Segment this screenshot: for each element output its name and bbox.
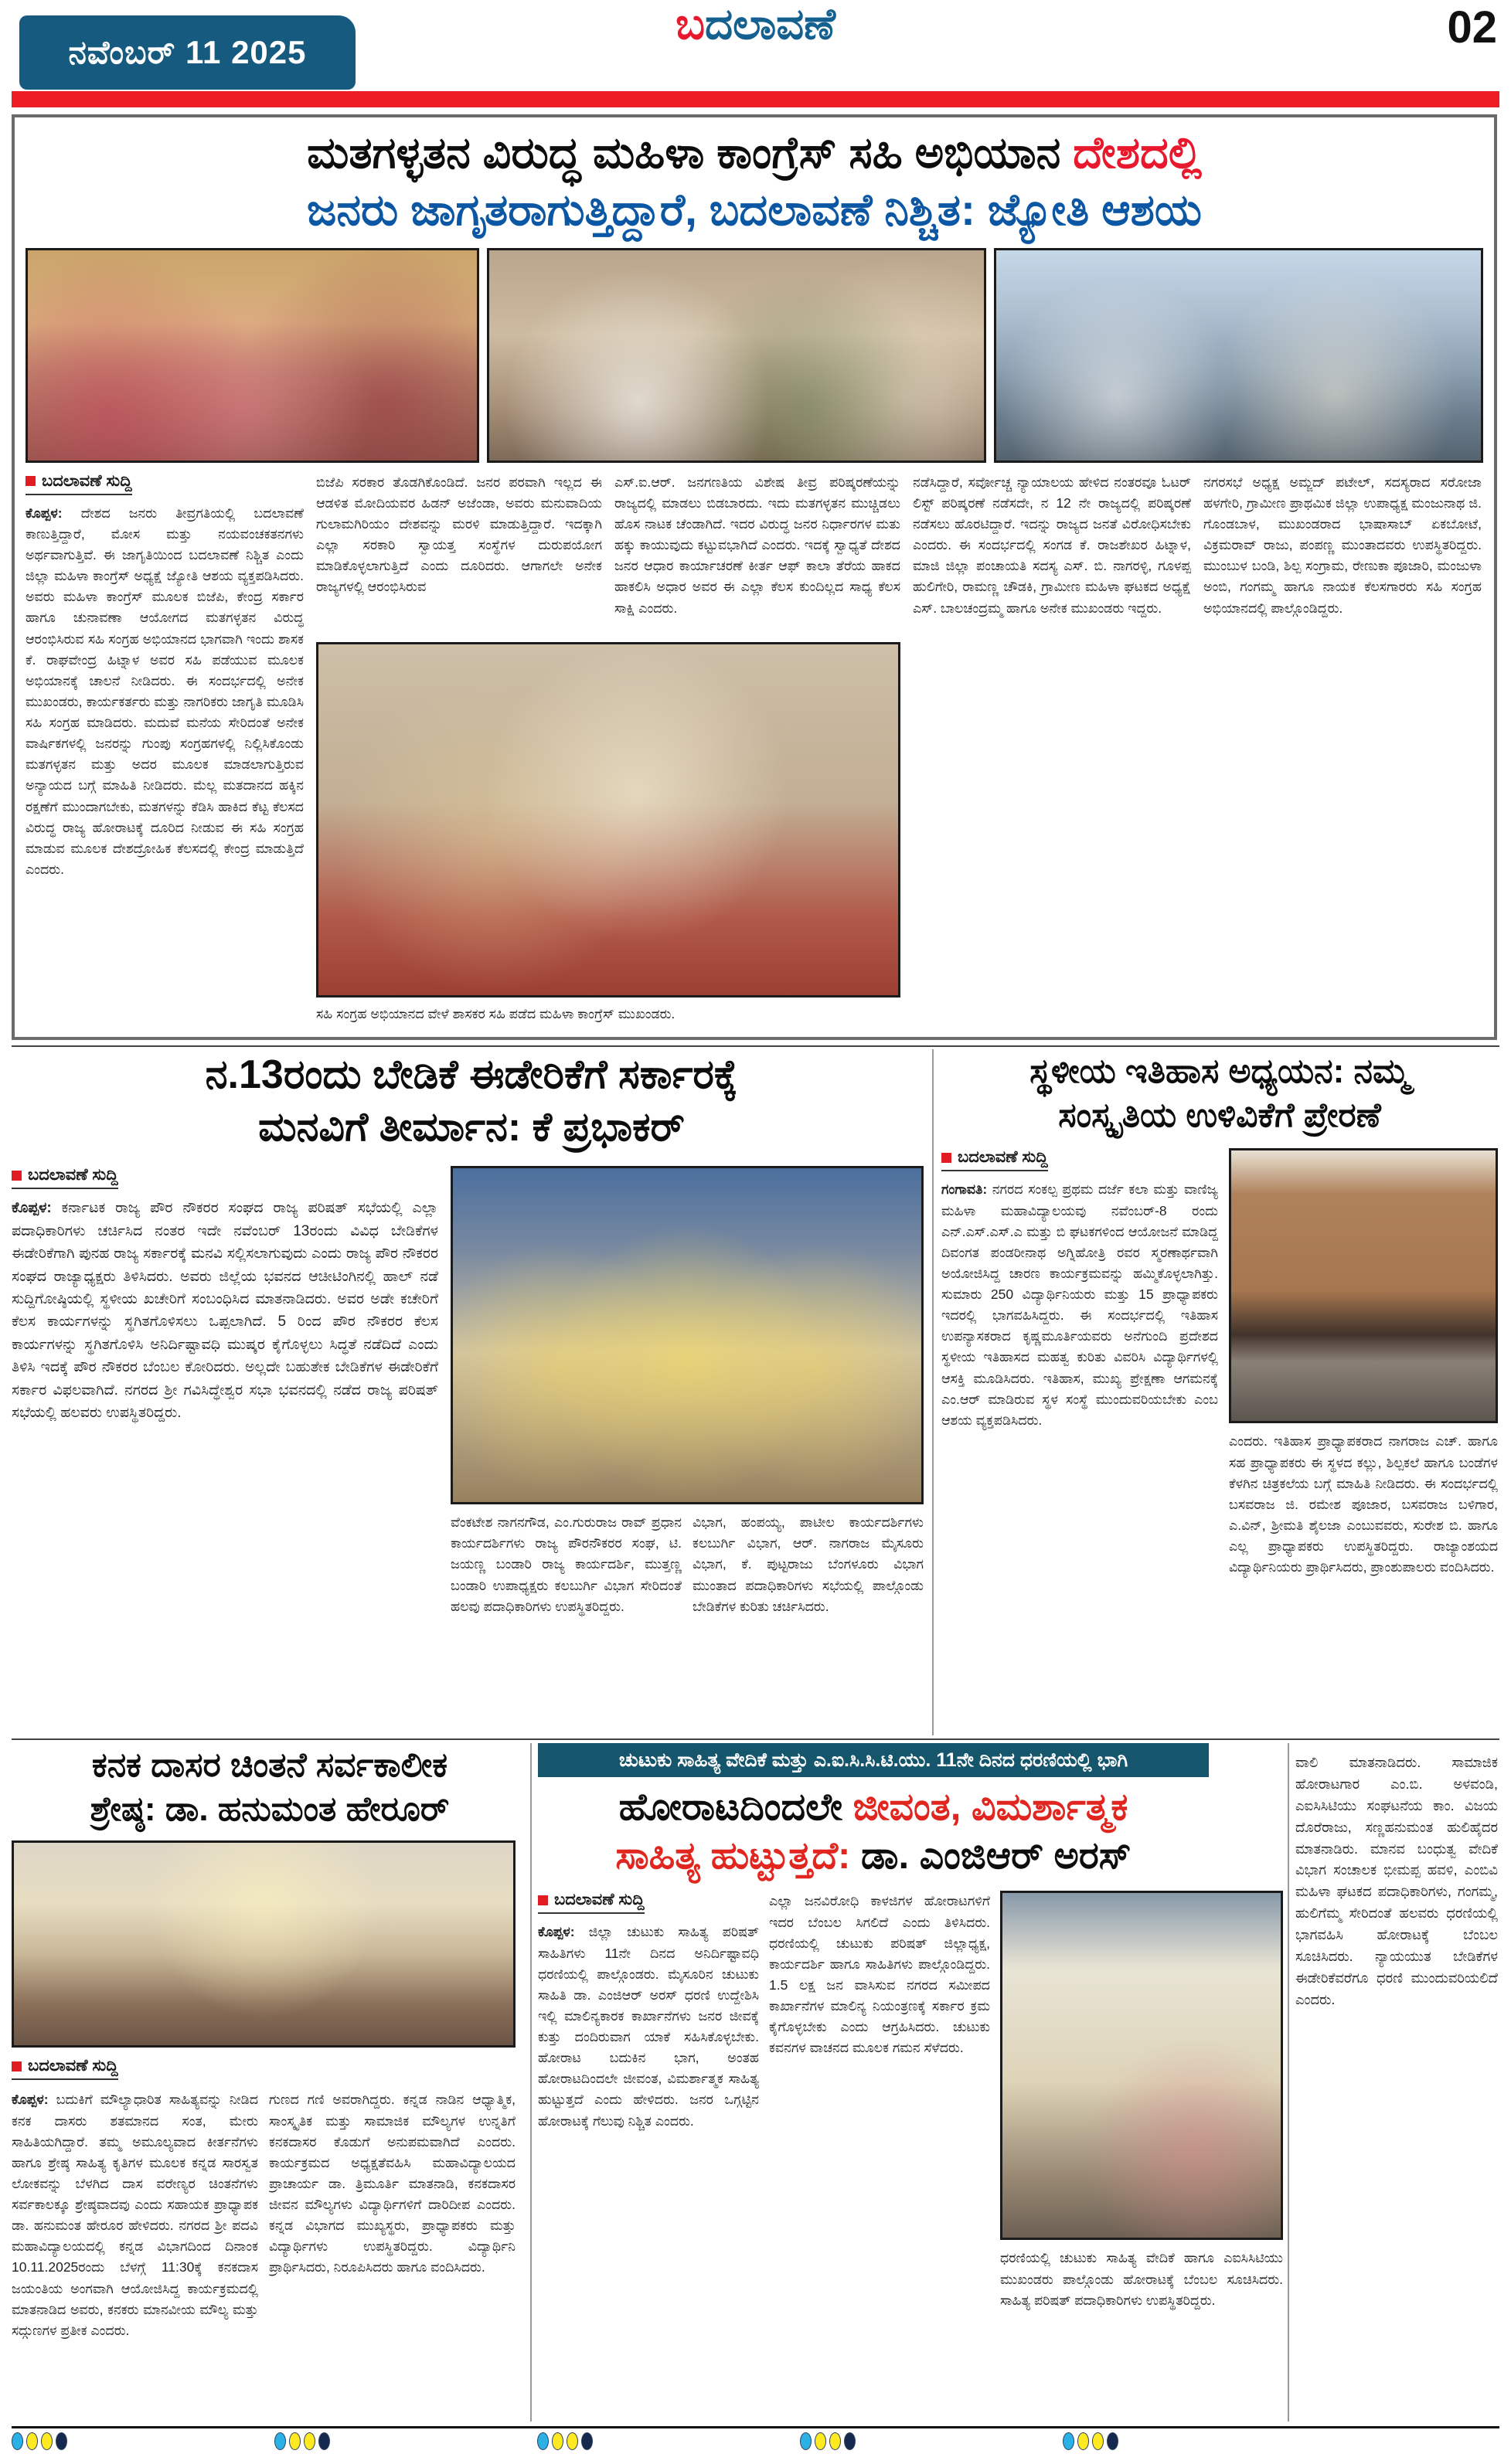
mgr-continuation-column — [1295, 1752, 1498, 2417]
byline — [26, 472, 132, 495]
article-text: ನಗರದ ಸಂಕಲ್ಪ ಪ್ರಥಮ ದರ್ಜೆ ಕಲಾ ಮತ್ತು ವಾಣಿಜ್ಯ ಮಹಿಳಾ ಮಹಾವಿದ್ಯಾಲಯವು ನವೆಂಬರ್-8 ರಂದು ಎನ್.ಎಸ್.ಎಸ್.ಎ ಮತ್ತು ಬಿ ಘಟಕಗಳಿಂದ ಆಯೋಜನೆ ಮಾಡಿದ್ದ ದಿವಂಗತ ಪಂಡರೀನಾಥ ಅಗ್ನಿಹೋತ್ರಿ ರವರ ಸ್ಮರಣಾರ್ಥವಾಗಿ ಅಯೋಜಿಸಿದ್ದ ಚಾರಣ ಕಾರ್ಯಕ್ರಮವನ್ನು ಹಮ್ಮಿಕೊಳ್ಳಲಾಗಿತ್ತು. ಸುಮಾರು 250 ವಿದ್ಯಾರ್ಥಿನಿಯರು ಮತ್ತು 15 ಪ್ರಾಧ್ಯಾಪಕರು ಇದರಲ್ಲಿ ಭಾಗವಹಿಸಿದ್ದರು. ಈ ಸಂದರ್ಭದಲ್ಲಿ ಇತಿಹಾಸ ಉಪನ್ಯಾಸಕರಾದ ಕೃಷ್ಣಮೂರ್ತಿಯವರು ಅನೆಗುಂದಿ ಪ್ರದೇಶದ ಸ್ಥಳೀಯ ಇತಿಹಾಸದ ಮಹತ್ವ ಕುರಿತು ವಿವರಿಸಿ ವಿದ್ಯಾರ್ಥಿಗಳಲ್ಲಿ ಆಸಕ್ತಿ ಮೂಡಿಸಿದರು. ಇತಿಹಾಸ, ಮುಖ್ಯ ಪ್ರೇಕ್ಷಣಾ ಆಗಮನಕ್ಕೆ ಎಂ.ಆರ್ ಮಾಡಿರುವ ಸ್ಥಳ ಸಂಸ್ಥೆ ಮುಂದುವರಿಯಬೇಕು ಎಂಬ ಆಶಯ ವ್ಯಕ್ತಪಡಿಸಿದರು. — [941, 1181, 1218, 1428]
main-headline-line2: ಜನರು ಜಾಗೃತರಾಗುತ್ತಿದ್ದಾರೆ, ಬದಲಾವಣೆ ನಿಶ್ಚಿತ: ಜ್ಯೋತಿ ಆಶಯ — [307, 185, 1202, 236]
dot-cyan-icon — [12, 2432, 23, 2450]
column-divider — [530, 1743, 532, 2422]
photo-speaker-mic — [1000, 1891, 1283, 2240]
section-divider — [12, 1738, 1499, 1740]
byline-label: ಬದಲಾವಣೆ ಸುದ್ದಿ — [554, 1891, 645, 1909]
mgr-body — [538, 1891, 1284, 2371]
dateline: ಕೊಪ್ಪಳ: — [26, 505, 63, 521]
civic-right-wrap — [451, 1166, 924, 1701]
article-text-column: ವೆಂಕಟೇಶ ನಾಗನಗೌಡ, ಎಂ.ಗುರುರಾಜ ರಾವ್ ಪ್ರಧಾನ ಕಾರ್ಯದರ್ಶಿಗಳು ರಾಜ್ಯ ಪೌರನೌಕರರ ಸಂಘ, ಟಿ. ಜಯಣ್ಣ ಬಂಡಾರಿ ರಾಜ್ಯ ಕಾರ್ಯದರ್ಶಿ, ಮುತ್ತಣ್ಣ ಬಂಡಾರಿ ಉಪಾಧ್ಯಕ್ಷರು ಕಲಬುರ್ಗಿ ವಿಭಾಗ ಸೇರಿದಂತೆ ಹಲವು ಪದಾಧಿಕಾರಿಗಳು ಉಪಸ್ಥಿತರಿದ್ದರು. — [451, 1514, 682, 1614]
section-divider — [12, 1045, 1499, 1047]
dot-yellow-icon — [1077, 2432, 1089, 2450]
byline-label: ಬದಲಾವಣೆ ಸುದ್ದಿ — [42, 471, 132, 490]
article-local-history — [941, 1049, 1498, 1735]
dateline: ಕೊಪ್ಪಳ: — [538, 1924, 575, 1940]
dot-navy-icon — [844, 2432, 856, 2450]
dot-navy-icon — [581, 2432, 593, 2450]
photo-jayanti-ceremony — [12, 1840, 516, 2048]
photo-note: ಸಹಿ ಸಂಗ್ರಹ ಅಭಿಯಾನದ ವೇಳೆ ಶಾಸಕರ ಸಹಿ ಪಡೆದ ಮಹಿಳಾ ಕಾಂಗ್ರೆಸ್ ಮುಖಂಡರು. — [316, 1005, 676, 1021]
article-text: ಕರ್ನಾಟಕ ರಾಜ್ಯ ಪೌರ ನೌಕರರ ಸಂಘದ ರಾಜ್ಯ ಪರಿಷತ್ ಸಭೆಯಲ್ಲಿ ಎಲ್ಲಾ ಪದಾಧಿಕಾರಿಗಳು ಚರ್ಚಿಸಿದ ನಂತರ ಇದೇ ನವೆಂಬರ್ 13ರಂದು ವಿವಿಧ ಬೇಡಿಕೆಗಳ ಈಡೇರಿಕೆಗಾಗಿ ಪುನಹ ರಾಜ್ಯ ಸರ್ಕಾರಕ್ಕೆ ಮನವಿ ಸಲ್ಲಿಸಲಾಗುವುದು ಎಂದು ರಾಜ್ಯ ಪೌರ ನೌಕರರ ಸಂಘದ ರಾಜ್ಯಾಧ್ಯಕ್ಷರು ತಿಳಿಸಿದರು. ಅವರು ಜಿಲ್ಲೆಯ ಭವನದ ಆಚೀಟಿಂಗಿನಲ್ಲಿ ಹಾಲ್ ನಡೆ ಸುದ್ದಿಗೋಷ್ಠಿಯಲ್ಲಿ ಸ್ಥಳೀಯ ಖಚೇರಿಗೆ ಸಂಬಂಧಿಸಿದ ಮಾತನಾಡಿದರು. ಅವರ ಅಡೇ ಕಚೇರಿಗೆ ಕೆಲಸ ಕಾರ್ಯಗಳನ್ನು ಸ್ಥಗಿತಗೊಳಿಸಲು ಒಪ್ಪಲಾಗಿದೆ. 5 ರಿಂದ ಪೌರ ನೌಕರರ ಕೆಲಸ ಕಾರ್ಯಗಳನ್ನು ಸ್ಥಗಿತಗೊಳಿಸಿ ಅನಿರ್ದಿಷ್ಟಾವಧಿ ಮುಷ್ಕರ ಕೈಗೊಳ್ಳಲು ಸಿದ್ಧತೆ ನಡೆದಿದೆ ಎಂದು ತಿಳಿಸಿ ಇದಕ್ಕೆ ಪೌರ ನೌಕರರ ಬೆಂಬಲ ಕೋರಿದರು. ಅಲ್ಲದೇ ಬಹುತೇಕ ಬೇಡಿಕೆಗಳ ಈಡೇರಿಕೆಗೆ ಸರ್ಕಾರ ವಿಫಲವಾಗಿದೆ. ನಗರದ ಶ್ರೀ ಗವಿಸಿದ್ಧೇಶ್ವರ ಸಭಾ ಭವನದಲ್ಲಿ ನಡೆದ ರಾಜ್ಯ ಪರಿಷತ್ ಸಭೆಯಲ್ಲಿ ಹಲವರು ಉಪಸ್ಥಿತರಿದ್ದರು. — [12, 1200, 438, 1422]
byline-label: ಬದಲಾವಣೆ ಸುದ್ದಿ — [958, 1148, 1048, 1167]
history-headline-line2: ಸಂಸ್ಕೃತಿಯ ಉಳಿವಿಕೆಗೆ ಪ್ರೇರಣೆ — [1058, 1096, 1381, 1135]
dot-cyan-icon — [274, 2432, 286, 2450]
column-divider — [1288, 1743, 1289, 2422]
photo-signature-campaign — [316, 642, 900, 997]
masthead-first-letter: ಬ — [676, 0, 705, 48]
article-text-column — [538, 1922, 759, 2354]
article-mgr-urs — [538, 1743, 1284, 2422]
byline — [941, 1148, 1048, 1171]
byline-red-square-icon — [538, 1895, 548, 1905]
dot-yellow-icon — [829, 2432, 841, 2450]
date-text: ನವೆಂಬರ್ 11 2025 — [68, 33, 307, 70]
article-text-column: ಎಸ್.ಐ.ಆರ್. ಜನಗಣತಿಯ ವಿಶೇಷ ತೀವ್ರ ಪರಿಷ್ಕರಣೆಯನ್ನು ರಾಜ್ಯದಲ್ಲಿ ಮಾಡಲು ಬಿಡಬಾರದು. ಇದು ಮತಗಳ್ಳತನ ಮುಚ್ಚಿಡಲು ಹೊಸ ನಾಟಕ ಚೆಂಡಾಗಿದೆ. ಇದರ ವಿರುದ್ಧ ಜನರ ನಿರ್ಧಾರಗಳ ಮತು ಹಕ್ಕು ಕಾಯುವುದು ಕಟ್ಟುವಭಾಗಿದೆ ಎಂದರು. ಇದಕ್ಕೆ ಸ್ವಾಧ್ಯತೆ ದೇಶದ ಜನರ ಆಧಾರ ಕಾರ್ಯಾಚರಣೆ ಕೀರ್ತ ಆಫ್ ಕಾಲಾ ತೆರೆಯ ಹಾಕದ ಹಾಕಲಿಸಿ ಅಧಾರ ಅವರ ಈ ಎಲ್ಲಾ ಕೆಲಸ ಕುಂದಿಲ್ಲದ ಸಾಧ್ಯ ಕೆಲಸ ಸಾಕ್ಷಿ ಎಂದರು. — [614, 474, 900, 616]
main-col-1 — [26, 472, 304, 1033]
byline-red-square-icon — [12, 2061, 22, 2071]
mgr-headline — [538, 1783, 1209, 1880]
article-text-column — [12, 2089, 258, 2392]
page-number: 02 — [1447, 2, 1497, 53]
dot-yellow-icon — [289, 2432, 301, 2450]
byline — [12, 1166, 118, 1189]
dot-yellow-icon — [1092, 2432, 1104, 2450]
main-middle-text-row — [316, 472, 900, 636]
byline-label: ಬದಲಾವಣೆ ಸುದ್ದಿ — [28, 2057, 118, 2075]
footer-dots-group — [1063, 2432, 1118, 2450]
mgr-col-1 — [538, 1891, 759, 2371]
article-text-column: ವಾಲಿ ಮಾತನಾಡಿದರು. ಸಾಮಾಜಿಕ ಹೋರಾಟಗಾರ ಎಂ.ಬಿ. ಅಳವಂಡಿ, ಎಐಸಿಸಿಟಿಯು ಸಂಘಟನೆಯ ಕಾಂ. ವಿಜಯ ದೊರೆರಾಜು, ಸಣ್ಣಹನುಮಂತ ಹುಲಿಹೈದರ ಮಾತನಾಡಿರು. ಮಾನವ ಬಂಧುತ್ವ ವೇದಿಕೆ ವಿಭಾಗ ಸಂಚಾಲಕ ಭೀಮಪ್ಪ ಹವಳಿ, ಎಂಬಿವಿ ಮಹಿಳಾ ಘಟಕದ ಪದಾಧಿಕಾರಿಗಳು, ಗಂಗಮ್ಮ, ಹುಲಿಗೆಮ್ಮ ಸೇರಿದಂತೆ ಹಲವರು ಧರಣಿಯಲ್ಲಿ ಭಾಗವಹಿಸಿ ಹೋರಾಟಕ್ಕೆ ಬೆಂಬಲ ಸೂಚಿಸಿದರು. ನ್ಯಾಯಯುತ ಬೇಡಿಕೆಗಳ ಈಡೇರಿಕೆವರೆಗೂ ಧರಣಿ ಮುಂದುವರಿಯಲಿದೆ ಎಂದರು. — [1295, 1755, 1498, 2007]
dot-navy-icon — [318, 2432, 330, 2450]
mgr-headline-red2: ಸಾಹಿತ್ಯ ಹುಟ್ಟುತ್ತದೆ: — [615, 1834, 861, 1877]
dot-yellow-icon — [567, 2432, 578, 2450]
mgr-headline-line1 — [538, 1783, 1209, 1832]
dateline: ಕೊಪ್ಪಳ: — [12, 1200, 52, 1217]
kanaka-headline-line1: ಕನಕ ದಾಸರ ಚಿಂತನೆ ಸರ್ವಕಾಲೀಕ — [91, 1746, 448, 1784]
civic-headline-line2: ಮನವಿಗೆ ತೀರ್ಮಾನ: ಕೆ ಪ್ರಭಾಕರ್ — [258, 1104, 685, 1150]
photo-women-group — [26, 248, 479, 463]
article-text-column: ಎಲ್ಲಾ ಜನವಿರೋಧಿ ಕಾಳಜಿಗಳ ಹೋರಾಟಗಳಿಗೆ ಇದರ ಬೆಂಬಲ ಸಿಗಲಿದೆ ಎಂದು ತಿಳಿಸಿದರು. ಧರಣಿಯಲ್ಲಿ ಚುಟುಕು ಪರಿಷತ್ ಜಿಲ್ಲಾಧ್ಯಕ್ಷ, ಕಾರ್ಯದರ್ಶಿ ಹಾಗೂ ಸಾಹಿತಿಗಳು ಪಾಲ್ಗೊಂಡಿದ್ದರು. 1.5 ಲಕ್ಷ ಜನ ವಾಸಿಸುವ ನಗರದ ಸಮೀಪದ ಕಾರ್ಖಾನೆಗಳ ಮಾಲಿನ್ಯ ನಿಯಂತ್ರಣಕ್ಕೆ ಸರ್ಕಾರ ಕ್ರಮ ಕೈಗೊಳ್ಳಬೇಕು ಎಂದು ಆಗ್ರಹಿಸಿದರು. ಚುಟುಕು ಕವನಗಳ ವಾಚನದ ಮೂಲಕ ಗಮನ ಸೆಳೆದರು. — [769, 1893, 990, 2056]
footer-dots-group — [800, 2432, 856, 2450]
dot-cyan-icon — [1063, 2432, 1074, 2450]
kanaka-columns — [12, 2089, 528, 2392]
main-headline-black: ಮತಗಳ್ಳತನ ವಿರುದ್ಧ ಮಹಿಳಾ ಕಾಂಗ್ರೆಸ್ ಸಹಿ ಅಭಿಯಾನ — [307, 128, 1074, 178]
dot-yellow-icon — [26, 2432, 38, 2450]
article-kanaka-dasa — [12, 1743, 528, 2422]
mgr-headline-black2: ಡಾ. ಎಂಜಿಆರ್ ಅರಸ್ — [860, 1834, 1132, 1877]
main-headline-red: ದೇಶದಲ್ಲಿ — [1073, 128, 1202, 178]
civic-col-1 — [12, 1166, 438, 1701]
photo-lamp-lighting — [451, 1166, 924, 1504]
history-body — [941, 1148, 1498, 1694]
byline — [538, 1891, 645, 1914]
article-text-column — [941, 1179, 1218, 1689]
main-article-columns — [26, 472, 1483, 1033]
article-text-column: ಧರಣಿಯಲ್ಲಿ ಚುಟುಕು ಸಾಹಿತ್ಯ ವೇದಿಕೆ ಹಾಗೂ ಎಐಸಿಸಿಟಿಯು ಮುಖಂಡರು ಪಾಲ್ಗೊಂಡು ಹೋರಾಟಕ್ಕೆ ಬೆಂಬಲ ಸೂಚಿಸಿದರು. ಸಾಹಿತ್ಯ ಪರಿಷತ್ ಪದಾಧಿಕಾರಿಗಳು ಉಪಸ್ಥಿತರಿದ್ದರು. — [1000, 2250, 1283, 2308]
dot-navy-icon — [56, 2432, 67, 2450]
article-text: ಬದುಕಿಗೆ ಮೌಲ್ಯಾಧಾರಿತ ಸಾಹಿತ್ಯವನ್ನು ನೀಡಿದ ಕನಕ ದಾಸರು ಶತಮಾನದ ಸಂತ, ಮೇರು ಸಾಹಿತಿಯಗಿದ್ದಾರೆ. ತಮ್ಮ ಅಮೂಲ್ಯವಾದ ಕೀರ್ತನೆಗಳು ಹಾಗೂ ಶ್ರೇಷ್ಠ ಸಾಹಿತ್ಯ ಕೃತಿಗಳ ಮೂಲಕ ಕನ್ನಡ ಸಾರಸ್ವತ ಲೋಕವನ್ನು ಬೆಳಗಿದ ದಾಸ ವರೇಣ್ಯರ ಚಿಂತನೆಗಳು ಸರ್ವಕಾಲಕ್ಕೂ ಶ್ರೇಷ್ಠವಾದವು ಎಂದು ಸಹಾಯಕ ಪ್ರಾಧ್ಯಾಪಕ ಡಾ. ಹನುಮಂತ ಹೇರೂರ ಹೇಳಿದರು. ನಗರದ ಶ್ರೀ ಪದವಿ ಮಹಾವಿದ್ಯಾಲಯದಲ್ಲಿ ಕನ್ನಡ ವಿಭಾಗದಿಂದ ದಿನಾಂಕ 10.11.2025ರಂದು ಬೆಳಗ್ಗೆ 11:30ಕ್ಕೆ ಕನಕದಾಸ ಜಯಂತಿಯ ಅಂಗವಾಗಿ ಆಯೋಜಿಸಿದ್ದ ಕಾರ್ಯಕ್ರಮದಲ್ಲಿ ಮಾತನಾಡಿದ ಅವರು, ಕನಕರು ಮಾನವೀಯ ಮೌಲ್ಯ ಮತ್ತು ಸದ್ಗುಣಗಳ ಪ್ರತೀಕ ಎಂದರು. — [12, 2092, 258, 2338]
history-col-1 — [941, 1148, 1218, 1694]
dot-yellow-icon — [304, 2432, 315, 2450]
article-text-column: ಗುಣದ ಗಣಿ ಅವರಾಗಿದ್ದರು. ಕನ್ನಡ ನಾಡಿನ ಆಧ್ಯಾತ್ಮಿಕ, ಸಾಂಸ್ಕೃತಿಕ ಮತ್ತು ಸಾಮಾಜಿಕ ಮೌಲ್ಯಗಳ ಉನ್ನತಿಗೆ ಕನಕದಾಸರ ಕೊಡುಗೆ ಅನುಪಮವಾಗಿದೆ ಎಂದರು. ಕಾರ್ಯಕ್ರಮದ ಅಧ್ಯಕ್ಷತೆವಹಿಸಿ ಮಹಾವಿದ್ಯಾಲಯದ ಪ್ರಾಚಾರ್ಯ ಡಾ. ತ್ರಿಮೂರ್ತಿ ಮಾತನಾಡಿ, ಕನಕದಾಸರ ಜೀವನ ಮೌಲ್ಯಗಳು ವಿದ್ಯಾರ್ಥಿಗಳಿಗೆ ದಾರಿದೀಪ ಎಂದರು. ಕನ್ನಡ ವಿಭಾಗದ ಮುಖ್ಯಸ್ಥರು, ಪ್ರಾಧ್ಯಾಪಕರು ಮತ್ತು ವಿದ್ಯಾರ್ಥಿಗಳು ಉಪಸ್ಥಿತರಿದ್ದರು. ವಿದ್ಯಾರ್ಥಿನಿ ಪ್ರಾರ್ಥಿಸಿದರು, ನಿರೂಪಿಸಿದರು ಹಾಗೂ ವಂದಿಸಿದರು. — [269, 2092, 516, 2275]
mgr-headline-line2 — [538, 1832, 1209, 1881]
dateline: ಗಂಗಾವತಿ: — [941, 1181, 988, 1198]
footer-rule — [12, 2426, 1499, 2428]
mgr-photo-col — [1000, 1891, 1283, 2371]
dot-navy-icon — [1107, 2432, 1118, 2450]
header-red-bar — [12, 91, 1499, 107]
mgr-headline-black1: ಹೋರಾಟದಿಂದಲೇ — [618, 1786, 853, 1828]
article-text: ದೇಶದ ಜನರು ತೀವ್ರಗತಿಯಲ್ಲಿ ಬದಲಾವಣೆ ಕಾಣುತ್ತಿದ್ದಾರೆ, ಮೋಸ ಮತ್ತು ನಯವಂಚಕತನಗಳು ಅರ್ಥವಾಗುತ್ತಿವೆ. ಈ ಜಾಗೃತಿಯಿಂದ ಬದಲಾವಣೆ ನಿಶ್ಚಿತ ಎಂದು ಜಿಲ್ಲಾ ಮಹಿಳಾ ಕಾಂಗ್ರೆಸ್ ಅಧ್ಯಕ್ಷೆ ಜ್ಯೋತಿ ಆಶಯ ವ್ಯಕ್ತಪಡಿಸಿದರು. ಅವರು ಮಹಿಳಾ ಕಾಂಗ್ರೆಸ್ ಮೂಲಕ ಬಿಜೆಪಿ, ಕೇಂದ್ರ ಸರ್ಕಾರ ಹಾಗೂ ಚುನಾವಣಾ ಆಯೋಗದ ಮತಗಳ್ಳತನ ವಿರುದ್ಧ ಆರಂಭಿಸಿರುವ ಸಹಿ ಸಂಗ್ರಹ ಅಭಿಯಾನದ ಭಾಗವಾಗಿ ಇಂದು ಶಾಸಕ ಕೆ. ರಾಘವೇಂದ್ರ ಹಿಟ್ನಾಳ ಅವರ ಸಹಿ ಪಡೆಯುವ ಮೂಲಕ ಅಭಿಯಾನಕ್ಕೆ ಚಾಲನೆ ನೀಡಿದರು. ಈ ಸಂದರ್ಭದಲ್ಲಿ ಅನೇಕ ಮುಖಂಡರು, ಕಾರ್ಯಕರ್ತರು ಮತ್ತು ನಾಗರಿಕರು ಜಾಗೃತಿ ಮೂಡಿಸಿ ಸಹಿ ಸಂಗ್ರಹ ಮಾಡಿದರು. ಮದುವೆ ಮನೆಯ ಸೇರಿದಂತೆ ಅನೇಕ ವಾರ್ಷಿಕಗಳಲ್ಲಿ ಜನರನ್ನು ಗುಂಪು ಸಂಗ್ರಹಗಳಲ್ಲಿ ನಿಲ್ಲಿಸಿಕೊಂಡು ಮತಗಳ್ಳತನ ಮತ್ತು ಅದರ ಮೂಲಕ ಮಾಡಲಾಗುತ್ತಿರುವ ಅನ್ಯಾಯದ ಬಗ್ಗೆ ಮಾಹಿತಿ ನೀಡಿದರು. ಮೆಲ್ಲ ಮತದಾನದ ಹಕ್ಕಿನ ರಕ್ಷಣೆಗೆ ಮುಂದಾಗಬೇಕು, ಮತಗಳನ್ನು ಕೆಡಿಸಿ ಹಾಕಿದ ಕೆಟ್ಟ ಕೆಲಸದ ವಿರುದ್ಧ ರಾಜ್ಯ ಹೋರಾಟಕ್ಕೆ ದೂರಿದ ನೀಡುವ ಈ ಸಹಿ ಸಂಗ್ರಹ ಮಾಡುವ ಮೂಲಕ ದೇಶದ್ರೋಹಿಕ ಕೆಲಸದಲ್ಲಿ ಕೇಂದ್ರ ಮಾಡುತ್ತಿದೆ ಎಂದರು. — [26, 505, 304, 877]
photo-boulder-students — [1229, 1148, 1498, 1423]
mgr-headline-red1: ಜೀವಂತ, ವಿಮರ್ಶಾತ್ಮಕ — [852, 1786, 1128, 1828]
kicker-band — [538, 1743, 1209, 1777]
column-divider — [932, 1049, 934, 1735]
history-right-wrap — [1229, 1148, 1498, 1694]
civic-headline-line1: ನ.13ರಂದು ಬೇಡಿಕೆ ಈಡೇರಿಕೆಗೆ ಸರ್ಕಾರಕ್ಕೆ — [205, 1052, 738, 1097]
civic-headline — [12, 1049, 931, 1154]
article-text: ಜಿಲ್ಲಾ ಚುಟುಕು ಸಾಹಿತ್ಯ ಪರಿಷತ್ ಸಾಹಿತಿಗಳು 11ನೇ ದಿನದ ಅನಿರ್ದಿಷ್ಟಾವಧಿ ಧರಣಿಯಲ್ಲಿ ಪಾಲ್ಗೊಂಡರು. ಮೈಸೂರಿನ ಚುಟುಕು ಸಾಹಿತಿ ಡಾ. ಎಂಜಿಆರ್ ಅರಸ್ ಧರಣಿ ಉದ್ದೇಶಿಸಿ ಇಲ್ಲಿ ಮಾಲಿನ್ಯಕಾರಕ ಕಾರ್ಖಾನೆಗಳು ಜನರ ಜೀವಕ್ಕೆ ಕುತ್ತು ದಂದಿರುವಾಗ ಯಾಕೆ ಸಹಿಸಿಕೊಳ್ಳಬೇಕು. ಹೋರಾಟ ಬದುಕಿನ ಭಾಗ, ಅಂತಹ ಹೋರಾಟದಿಂದಲೇ ಜೀವಂತ, ವಿಮರ್ಶಾತ್ಮಕ ಸಾಹಿತ್ಯ ಹುಟ್ಟುತ್ತದೆ ಎಂದು ಹೇಳಿದರು. ಜನರ ಒಗ್ಗಟ್ಟಿನ ಹೋರಾಟಕ್ಕೆ ಗೆಲುವು ನಿಶ್ಚಿತ ಎಂದರು. — [538, 1924, 759, 2129]
article-text-column: ವಿಭಾಗ, ಹಂಪಯ್ಯ, ಪಾಟೀಲ ಕಾರ್ಯದರ್ಶಿಗಳು ಕಲಬುರ್ಗಿ ವಿಭಾಗ, ಆರ್. ನಾಗರಾಜ ಮೈಸೂರು ವಿಭಾಗ, ಕೆ. ಪುಟ್ಟರಾಜು ಬೆಂಗಳೂರು ವಿಭಾಗ ಮುಂತಾದ ಪದಾಧಿಕಾರಿಗಳು ಸಭೆಯಲ್ಲಿ ಪಾಲ್ಗೊಂಡು ಬೇಡಿಕೆಗಳ ಕುರಿತು ಚರ್ಚಿಸಿದರು. — [693, 1514, 924, 1614]
kicker-text: ಚುಟುಕು ಸಾಹಿತ್ಯ ವೇದಿಕೆ ಮತ್ತು ಎ.ಐ.ಸಿ.ಸಿ.ಟಿ.ಯು. 11ನೇ ದಿನದ ಧರಣಿಯಲ್ಲಿ ಭಾಗಿ — [618, 1749, 1128, 1771]
article-text-column: ಬಿಜೆಪಿ ಸರಕಾರ ತೊಡಗಿಕೊಂಡಿದೆ. ಜನರ ಪರವಾಗಿ ಇಲ್ಲದ ಈ ಆಡಳಿತ ಮೋದಿಯವರ ಹಿಡನ್ ಅಜೆಂಡಾ, ಅವರು ಮನುವಾದಿಯ ಗುಲಾಮಗಿರಿಯಂ ದೇಶವನ್ನು ಮರಳಿ ಮಾಡುತ್ತಿದ್ದಾರೆ. ಇದಕ್ಕಾಗಿ ಎಲ್ಲಾ ಸರಕಾರಿ ಸ್ವಾಯತ್ತ ಸಂಸ್ಥೆಗಳ ದುರುಪಯೋಗ ಮಾಡಿಕೊಳ್ಳಲಾಗುತ್ತಿದೆ ಎಂದು ದೂರಿದರು. ಆಗಾಗಲೇ ಅನೇಕ ರಾಜ್ಯಗಳಲ್ಲಿ ಆರಂಭಿಸಿರುವ — [316, 474, 602, 595]
civic-body — [12, 1166, 931, 1701]
byline — [12, 2057, 118, 2080]
dot-cyan-icon — [800, 2432, 812, 2450]
article-text-column — [12, 1197, 438, 1691]
byline-red-square-icon — [941, 1153, 951, 1163]
kanaka-headline — [12, 1743, 528, 1831]
footer-dots-group — [274, 2432, 330, 2450]
article-main — [12, 114, 1497, 1040]
byline-label: ಬದಲಾವಣೆ ಸುದ್ದಿ — [28, 1166, 118, 1184]
photo-indoor-group — [487, 248, 985, 463]
dot-cyan-icon — [537, 2432, 549, 2450]
footer-dots-group — [537, 2432, 593, 2450]
article-text-column: ನಡೆಸಿದ್ದಾರೆ, ಸರ್ವೋಚ್ಚ ನ್ಯಾಯಾಲಯ ಹೇಳಿದ ನಂತರವೂ ಓಟರ್ ಲಿಸ್ಟ್ ಪರಿಷ್ಕರಣೆ ನಡೆಸದೇ, ನ 12 ನೇ ರಾಜ್ಯದಲ್ಲಿ ಪರಿಷ್ಕರಣೆ ನಡೆಸಲು ಹೊರಟಿದ್ದಾರೆ. ಇದನ್ನು ರಾಜ್ಯದ ಜನತೆ ವಿರೋಧಿಸಬೇಕು ಎಂದರು. ಈ ಸಂದರ್ಭದಲ್ಲಿ ಸಂಗಡ ಕೆ. ರಾಜಶೇಖರ ಹಿಟ್ನಾಳ, ಮಾಜಿ ಜಿಲ್ಲಾ ಪಂಚಾಯತಿ ಸದಸ್ಯ ಎಸ್. ಬಿ. ನಾಗರಳ್ಳಿ, ಗೂಳಪ್ಪ ಹುಲಿಗೇರಿ, ರಾಮಣ್ಣ ಚೌಡಕಿ, ಗ್ರಾಮೀಣ ಮಹಿಳಾ ಘಟಕದ ಅಧ್ಯಕ್ಷೆ ಎಸ್. ಬಾಲಚಂದ್ರಮ್ಮ ಹಾಗೂ ಅನೇಕ ಮುಖಂಡರು ಇದ್ದರು. — [913, 474, 1191, 616]
main-photo-row — [26, 248, 1483, 463]
main-headline-line1 — [26, 127, 1483, 179]
history-headline — [941, 1049, 1498, 1137]
article-text-column: ಎಂದರು. ಇತಿಹಾಸ ಪ್ರಾಧ್ಯಾಪಕರಾದ ನಾಗರಾಜ ಎಚ್. ಹಾಗೂ ಸಹ ಪ್ರಾಧ್ಯಾಪಕರು ಈ ಸ್ಥಳದ ಕಲ್ಲು, ಶಿಲ್ಪಕಲೆ ಹಾಗೂ ಬಂಡೆಗಳ ಕೆಳಗಿನ ಚಿತ್ರಕಲೆಯ ಬಗ್ಗೆ ಮಾಹಿತಿ ನೀಡಿದರು. ಈ ಸಂದರ್ಭದಲ್ಲಿ ಬಸವರಾಜ ಜಿ. ರಮೇಶ ಪೂಜಾರ, ಬಸವರಾಜ ಬಳಿಗಾರ, ಎ.ವಿನ್, ಶ್ರೀಮತಿ ಶೈಲಜಾ ಎಂಬುವವರು, ಸುರೇಶ ಬಿ. ಹಾಗೂ ಎಲ್ಲ ಪ್ರಾಧ್ಯಾಪಕರು ಉಪಸ್ಥಿತರಿದ್ದರು. ರಾಜ್ಯಾಂಶಯದ ವಿದ್ಯಾರ್ಥಿನಿಯರು ಪ್ರಾರ್ಥಿಸಿದರು, ಪ್ರಾಂಶುಪಾಲರು ವಂದಿಸಿದರು. — [1229, 1433, 1498, 1575]
dot-yellow-icon — [552, 2432, 563, 2450]
main-col-middle-wrap — [316, 472, 900, 1033]
civic-sub-columns — [451, 1512, 924, 1701]
kanaka-headline-line2: ಶ್ರೇಷ್ಠ: ಡಾ. ಹನುಮಂತ ಹೇರೂರ್ — [90, 1790, 450, 1829]
article-text-column: ನಗರಸಭೆ ಅಧ್ಯಕ್ಷ ಅಮ್ಜದ್ ಪಟೇಲ್, ಸದಸ್ಯರಾದ ಸರೋಜಾ ಹಳಗೇರಿ, ಗ್ರಾಮೀಣ ಪ್ರಾಥಮಿಕ ಜಿಲ್ಲಾ ಉಪಾಧ್ಯಕ್ಷ ಮಂಜುನಾಥ ಜಿ. ಗೊಂಡಬಾಳ, ಮುಖಂಡರಾದ ಭಾಷಾಸಾಬ್ ಏಕಬೋಟೆ, ವಿಕ್ರಮರಾವ್ ರಾಜು, ಪಂಪಣ್ಣ ಮುಂತಾದವರು ಉಪಸ್ಥಿತರಿದ್ದರು. ಮುಂಬುಳ ಬಂಡಿ, ಶಿಲ್ಪ ಸಂಗ್ರಾಮ, ರೇಣುಕಾ ಪೂಜಾರಿ, ಮಂಜುಳಾ ಅಂಬಿ, ಗಂಗಮ್ಮ ಹಾಗೂ ನಾಯಕ ಕೆಲಸಗಾರರು ಸಹಿ ಸಂಗ್ರಹ ಅಭಿಯಾನದಲ್ಲಿ ಪಾಲ್ಗೊಂಡಿದ್ದರು. — [1203, 474, 1482, 616]
article-text-column — [26, 503, 304, 1013]
dateline: ಕೊಪ್ಪಳ: — [12, 2092, 49, 2108]
article-civic-workers — [12, 1049, 931, 1735]
byline-red-square-icon — [12, 1171, 22, 1181]
byline-red-square-icon — [26, 476, 36, 486]
date-box — [19, 15, 356, 90]
dot-yellow-icon — [41, 2432, 53, 2450]
masthead-rest: ದಲಾವಣೆ — [704, 0, 835, 48]
photo-outdoor-gate — [994, 248, 1483, 463]
history-headline-line1: ಸ್ಥಳೀಯ ಇತಿಹಾಸ ಅಧ್ಯಯನ: ನಮ್ಮ — [1029, 1052, 1410, 1090]
footer-dots-group — [12, 2432, 67, 2450]
dot-yellow-icon — [815, 2432, 826, 2450]
